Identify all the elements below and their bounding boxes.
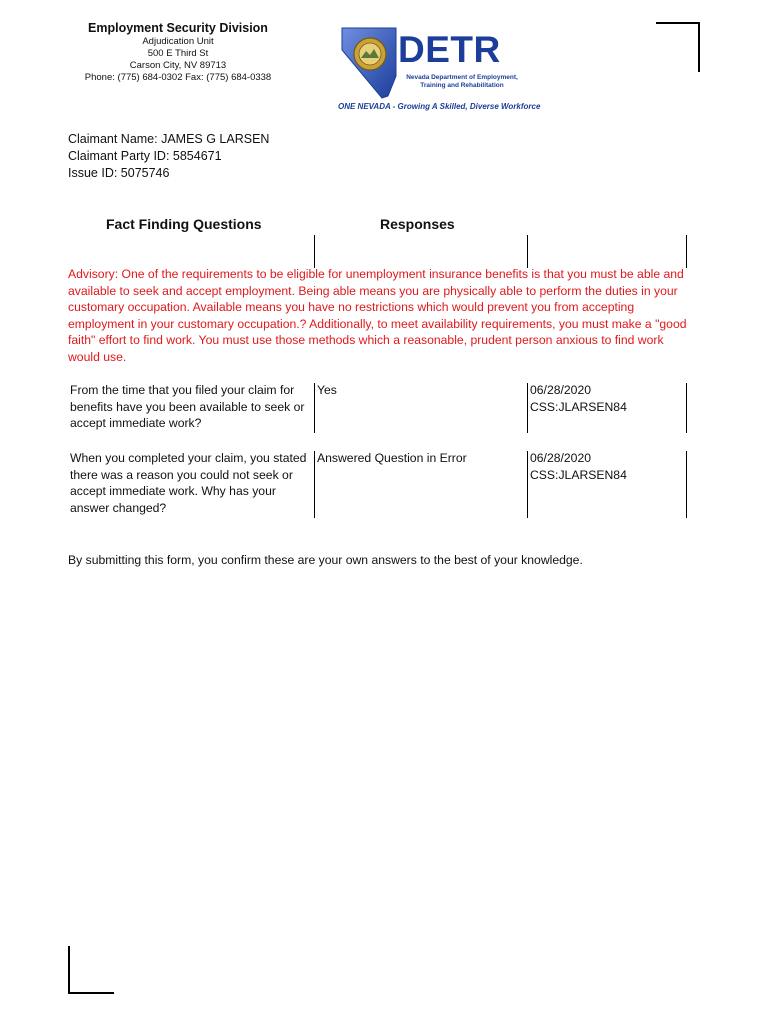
response-meta	[530, 450, 680, 483]
crop-mark-top-right	[656, 22, 700, 72]
questions-heading: Fact Finding Questions	[106, 216, 262, 232]
agency-city: Carson City, NV 89713	[129, 60, 227, 71]
agency-street: 500 E Third St	[147, 48, 209, 59]
confirmation-statement: By submitting this form, you confirm these are your own answers to the best of your knowledge.	[68, 553, 583, 567]
logo-tagline: ONE NEVADA - Growing A Skilled, Diverse Workforce	[338, 102, 541, 111]
advisory-text: Advisory: One of the requirements to be eligible for unemployment insurance benefits is that you must be able and available to seek and accept employment. Being able means you are physically able to perform the duties in your customary occupation. Available means you have no restrictions which would prevent you from accepting employment in your customary occupation.? Additionally, to meet availability requirements, you must make a "good faith" effort to find work. You must use those methods which a reasonable, prudent person anxious to find work would use.	[68, 267, 687, 364]
logo-subtitle: Nevada Department of Employment, Training and Rehabilitation	[406, 74, 518, 89]
agency-phone-fax: Phone: (775) 684-0302 Fax: (775) 684-0338	[84, 72, 272, 83]
agency-unit: Adjudication Unit	[142, 36, 214, 47]
column-divider	[527, 235, 528, 268]
question-text: From the time that you filed your claim for benefits have you been available to seek or accept immediate work?	[70, 383, 305, 430]
column-divider	[686, 235, 687, 268]
column-divider	[314, 383, 315, 433]
agency-name: Employment Security Division	[88, 21, 268, 35]
question-text: When you completed your claim, you stated there was a reason you could not seek or accept immediate work. Why has your answer changed?	[70, 451, 307, 515]
issue-id: Issue ID: 5075746	[68, 166, 170, 180]
response-user: CSS:JLARSEN84	[530, 399, 627, 414]
responses-heading: Responses	[380, 216, 455, 232]
column-divider	[314, 451, 315, 518]
response-text: Yes	[317, 383, 337, 397]
detr-logo	[338, 26, 541, 118]
response-text: Answered Question in Error	[317, 451, 467, 465]
response-meta	[530, 382, 680, 415]
response-user: CSS:JLARSEN84	[530, 467, 627, 482]
logo-wordmark: DETR	[398, 29, 501, 70]
column-divider	[686, 383, 687, 433]
column-divider	[314, 235, 315, 268]
column-divider	[527, 451, 528, 518]
claimant-party-id: Claimant Party ID: 5854671	[68, 149, 222, 163]
claimant-name: Claimant Name: JAMES G LARSEN	[68, 132, 270, 146]
crop-mark-bottom-left	[68, 946, 114, 994]
response-date: 06/28/2020	[530, 383, 591, 397]
response-date: 06/28/2020	[530, 451, 591, 465]
claimant-info	[68, 131, 269, 182]
agency-header	[60, 20, 296, 84]
column-divider	[686, 451, 687, 518]
column-divider	[527, 383, 528, 433]
